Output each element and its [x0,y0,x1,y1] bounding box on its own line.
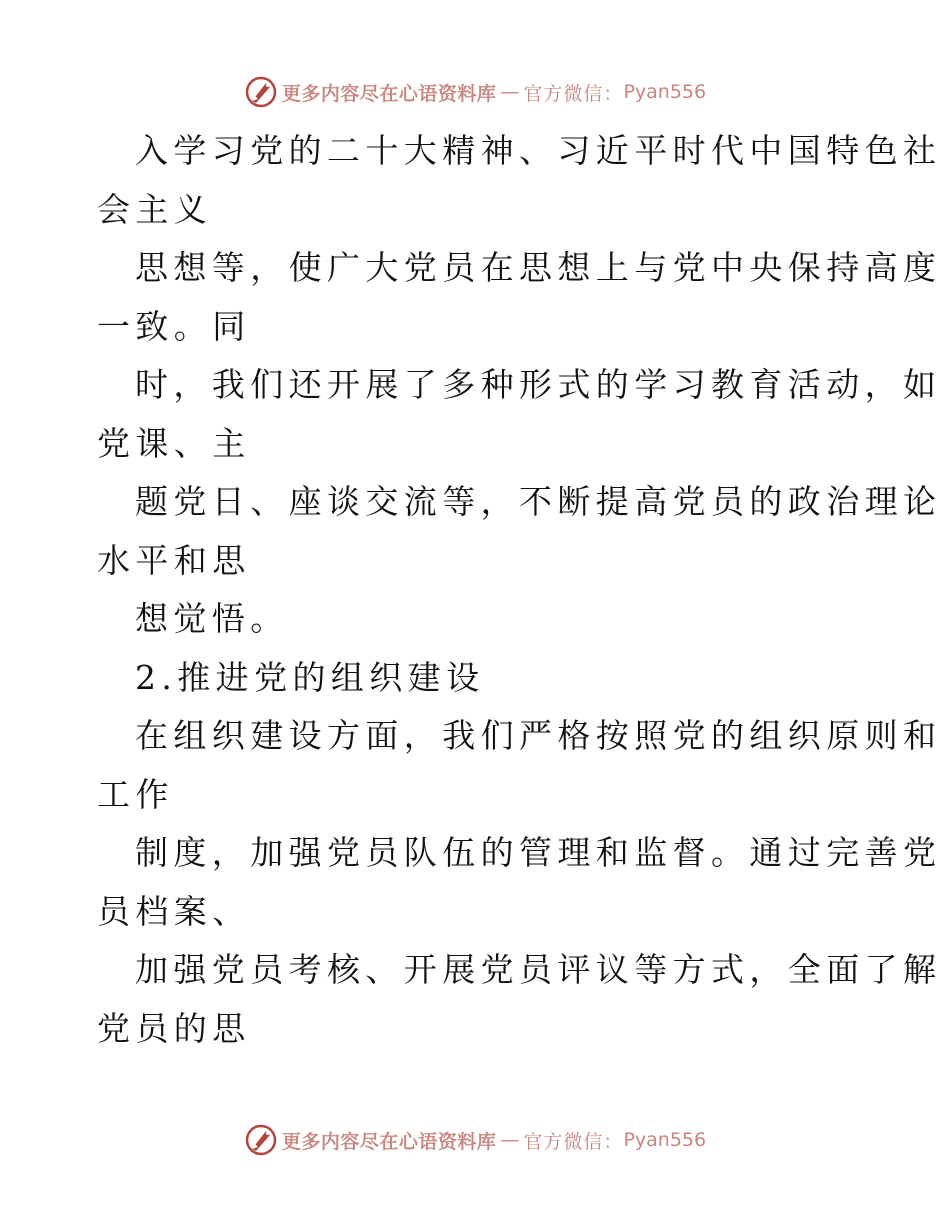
paragraph-line: 想觉悟。 [135,599,289,638]
paragraph-line: 员档案、 [97,891,251,931]
footer-wechat-id: Pyan556 [623,1129,707,1151]
pen-logo-icon [244,75,278,109]
paragraph-line: 入学习党的二十大精神、习近平时代中国特色社 [135,131,942,170]
paragraph-line: 党课、主 [97,423,251,463]
paragraph-line: 时，我们还开展了多种形式的学习教育活动，如 [135,365,942,404]
document-body [97,122,942,1058]
header-wechat-id: Pyan556 [623,81,707,103]
paragraph-line: 一致。同 [97,306,251,346]
paragraph-line: 水平和思 [97,540,251,580]
footer-separator: — [500,1129,520,1151]
paragraph-line: 制度，加强党员队伍的管理和监督。通过完善党 [135,833,942,872]
paragraph-line: 题党日、座谈交流等，不断提高党员的政治理论 [135,482,942,521]
pen-logo-icon [244,1123,278,1157]
paragraph-line: 工作 [97,774,174,814]
header-separator: — [500,81,520,103]
paragraph-line: 思想等，使广大党员在思想上与党中央保持高度 [135,248,942,287]
footer-wechat-label: 官方微信： [523,1130,624,1153]
paragraph-line: 在组织建设方面，我们严格按照党的组织原则和 [135,716,942,755]
header-banner [0,72,950,112]
header-slogan: 更多内容尽在心语资料库 [281,82,497,105]
paragraph-line: 会主义 [97,189,213,229]
footer-slogan: 更多内容尽在心语资料库 [281,1130,497,1153]
header-wechat-label: 官方微信： [523,82,624,105]
paragraph-line: 党员的思 [97,1008,251,1048]
footer-banner [0,1120,950,1160]
section-heading: 2.推进党的组织建设 [135,657,485,697]
paragraph-line: 加强党员考核、开展党员评议等方式，全面了解 [135,950,942,989]
